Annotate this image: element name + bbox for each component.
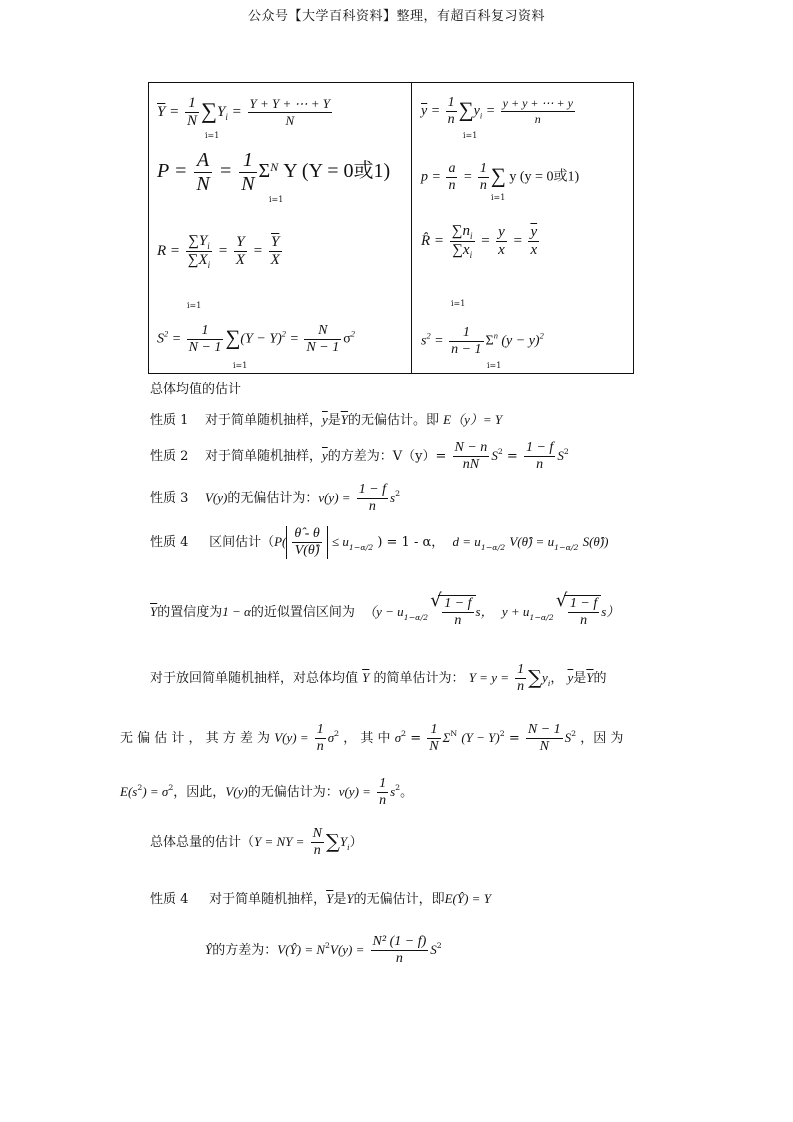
property-2: 性质 2 对于简单随机抽样，$\overline{y}$的方差为：V（y）= $\frac{N - n}{nN}$ $S^2$ = $\frac{1 - f}{n}$ $S^2$ (150, 440, 569, 472)
sum-limit: i=1 (187, 301, 202, 310)
section-title-mean: 总体均值的估计 (150, 382, 242, 397)
formula-population-mean: $\overline{Y}$ = $\frac{1}{N}$ $\sum Y_i$ = $\frac{Y + Y + \cdots + Y}{N}$ (157, 95, 331, 129)
formula-population-variance: $S^2$ = $\frac{1}{N - 1}$ $\sum(Y - Y)^2$ = $\frac{N}{N - 1}$ $\sigma^2$ (157, 323, 355, 355)
unbiased-variance-line: 无 偏 估 计 ， 其 方 差 为 V(y) = $\frac{1}{n}$ $\sigma^2$ ， 其 中 $\sigma^2$ = $\frac{1}{N}$ $\Sigma^N$ $(Y - Y)^2$ = $\frac{N - 1}{N}$ $S^2$ ，因 为 (120, 722, 624, 754)
sum-limit: i=1 (463, 131, 478, 140)
formula-ratio: R = $\frac{\sum Y_i}{\sum X_i}$ = $\frac{Y}{X}$ = $\frac{\overline{Y}}{X}$ (157, 233, 280, 270)
page-header: 公众号【大学百科资料】整理，有超百科复习资料 (247, 9, 545, 24)
property-4-total: 性质 4 对于简单随机抽样，$\overline{Y}$是Y的无偏估计，即E(Ŷ) = Y (150, 891, 491, 907)
formula-sample-proportion: p = $\frac{a}{n}$ = $\frac{1}{n}$ ∑ y (y = 0或1) (421, 161, 580, 193)
formula-sample-mean: $\overline{y}$ = $\frac{1}{n}$ $\sum y_i$ = $\frac{y + y + \cdots + y}{n}$ (421, 95, 573, 127)
total-variance-line: Ŷ的方差为：V(Ŷ) = $N^2V(y)$ = $\frac{\text{N² (1 − f)}}{n}$ $S^2$ (205, 934, 442, 966)
sum-limit: i=1 (491, 193, 506, 202)
section-title-total: 总体总量的估计（Y = NY = $\frac{N}{n}$ $\sum Y_i$） (150, 826, 363, 858)
formula-population-proportion: P = $\frac{A}{N}$ = $\frac{1}{N}$ $\Sigma^N$ Y (Y = 0或1) (157, 149, 391, 195)
replacement-sampling-estimator: 对于放回简单随机抽样，对总体均值 $\overline{Y}$ 的简单估计为： Y = y = $\frac{1}{n}$ $\sum y_i$， $\overline{y}$是$\overline{Y}$的 (150, 662, 607, 694)
expectation-line: $E(s^2) = \sigma^2$，因此，V(y)的无偏估计为：v(y) = $\frac{1}{n}$ $s^2$。 (120, 776, 414, 808)
property-4-interval: 性质 4 区间估计（P( $\frac{\thetâ - \theta}{V(\thetâ)}$ ≤ $u_{1-\alpha/2}$ ) = 1 - α， $d = u_{1-\alpha/2}$ V(θ̂) = $u_{1-\alpha/2}$ S(θ̂)) (150, 526, 609, 558)
sum-limit: i=1 (205, 131, 220, 140)
table-divider (411, 83, 412, 373)
confidence-interval: $\overline{Y}$的置信度为1 − α的近似置信区间为 （$y - u_{1-\alpha/2}$ √ $\frac{1 - f}{n}$ s， $y + u_{1-\alpha/2}$ √ $\frac{1 - f}{n}$ s） (150, 595, 619, 629)
sum-limit: i=1 (487, 361, 502, 370)
formula-sample-ratio: R̂ = $\frac{\sum n_i}{\sum x_i}$ = $\frac{y}{x}$ = $\frac{\overline{y}}{x}$ (421, 223, 538, 260)
sum-limit: i=1 (451, 299, 466, 308)
formula-sample-variance: $s^2$ = $\frac{1}{n - 1}$ $\Sigma^n$ $(y - y)^2$ (421, 325, 544, 357)
property-1: 性质 1 对于简单随机抽样，$\overline{y}$是$\overline{Y}$的无偏估计。即 E（y）= Y (150, 412, 503, 428)
formula-table (148, 82, 634, 374)
sum-limit: i=1 (269, 195, 284, 204)
property-3: 性质 3 V(y)的无偏估计为：v(y) = $\frac{1 - f}{n}$ $s^2$ (150, 482, 401, 514)
sum-limit: i=1 (233, 361, 248, 370)
